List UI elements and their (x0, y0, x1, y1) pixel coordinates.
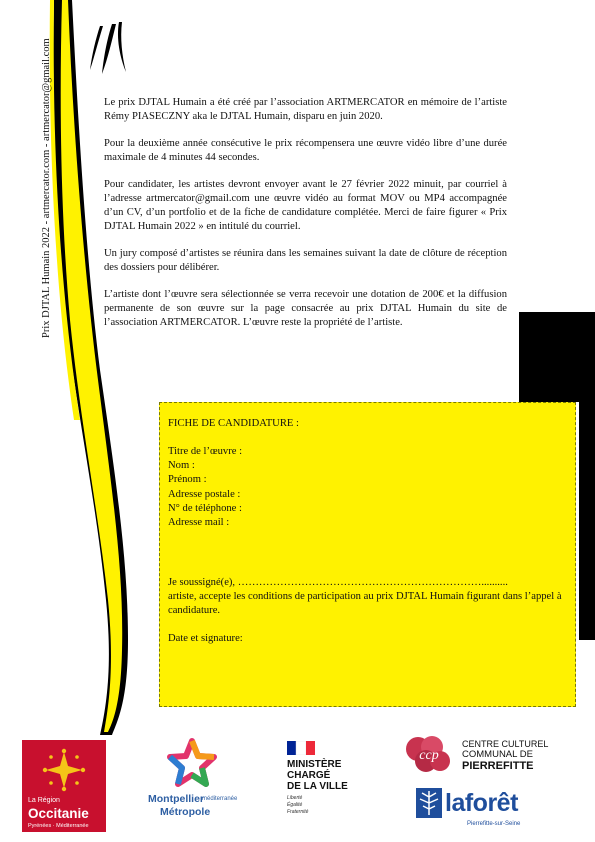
laforet-name: laforêt (445, 789, 518, 817)
paragraph: L’artiste dont l’œuvre sera sélectionnée se verra recevoir une dotation de 200€ et la diffusion permanente de son œuvre sur la page consacrée au prix DJTAL Humain du site de l’association ARTMERCATOR. L’œuvre reste la propriété de l’artiste. (104, 289, 507, 329)
marianne-flag-icon (287, 741, 315, 755)
montpellier-line1: Montpellier (148, 793, 205, 805)
form-title: FICHE DE CANDIDATURE : (168, 418, 299, 429)
declaration (168, 576, 563, 619)
ministere-logo (283, 739, 383, 829)
field-address-label[interactable]: Adresse postale : (168, 488, 241, 500)
occitanie-logo (22, 740, 106, 832)
ministere-line: MINISTÈRE (287, 759, 342, 770)
ministere-motto: Fraternité (287, 809, 309, 815)
ministere-motto: Liberté (287, 795, 303, 801)
field-title-label[interactable]: Titre de l’œuvre : (168, 446, 243, 457)
declaration-line: artiste, accepte les conditions de participation au prix DJTAL Humain figurant dans l’appel à candidature. (168, 591, 562, 617)
field-email-label[interactable]: Adresse mail : (168, 517, 230, 529)
paragraph: Pour la deuxième année consécutive le prix récompensera une œuvre vidéo libre d’une durée maximale de 4 minutes 44 secondes. (104, 137, 507, 164)
centre-culturel-logo (404, 735, 584, 779)
signature-label[interactable]: Date et signature: (168, 633, 243, 644)
paragraph: Un jury composé d’artistes se réunira dans les semaines suivant la date de clôture de réception des dossiers pour délibérer. (104, 248, 507, 274)
ccc-line2: COMMUNAL DE (462, 749, 533, 760)
ministere-line: DE LA VILLE (287, 781, 348, 792)
laforet-logo (415, 787, 535, 831)
main-text (104, 96, 507, 343)
side-vertical-text: Prix DJTAL Humain 2022 - artmercator.com - artmercator@gmail.com (41, 38, 52, 338)
occitanie-small: La Région (28, 797, 60, 804)
laforet-sub: Pierrefitte-sur-Seine (467, 821, 521, 827)
field-phone-label[interactable]: N° de téléphone : (168, 502, 242, 514)
montpellier-line1-small: méditerranée (202, 796, 238, 802)
paragraph: Le prix DJTAL Humain a été créé par l’association ARTMERCATOR en mémoire de l’artiste Rémy PIASECZNY aka le DJTAL Humain, disparu en juin 2020. (104, 97, 507, 123)
tree-icon (415, 787, 443, 819)
svg-text:ccp: ccp (419, 748, 439, 763)
occitanie-name: Occitanie (28, 806, 89, 821)
ccc-line3: PIERREFITTE (462, 760, 534, 772)
field-name-label[interactable]: Nom : (168, 460, 195, 472)
montpellier-line2: Métropole (160, 806, 211, 818)
occitan-cross-icon (42, 748, 86, 792)
star-icon (166, 737, 218, 789)
ministere-motto: Égalité (287, 802, 303, 808)
partner-logos (0, 735, 595, 835)
ccc-badge-icon (404, 735, 454, 773)
field-firstname-label[interactable]: Prénom : (168, 474, 207, 486)
montpellier-logo (146, 737, 238, 833)
artmercator-logo-icon (86, 18, 134, 78)
form-fields (168, 445, 242, 530)
ccc-line1: CENTRE CULTUREL (462, 739, 549, 749)
application-form (159, 402, 576, 707)
occitanie-sub: Pyrénées · Méditerranée (28, 823, 89, 829)
paragraph: Pour candidater, les artistes devront envoyer avant le 27 février 2022 minuit, par courriel à l’adresse artmercator@gmail.com une œuvre vidéo au format MOV ou MP4 accompagnée d’un CV, d’un portfolio et de la fiche de candidature complétée. Merci de faire figurer « Prix DJTAL Humain 2022 » en intitulé du courriel. (104, 178, 507, 233)
declaration-line[interactable]: Je soussigné(e), …………………………………………………………….......... (168, 577, 508, 588)
ministere-line: CHARGÉ (287, 770, 331, 781)
